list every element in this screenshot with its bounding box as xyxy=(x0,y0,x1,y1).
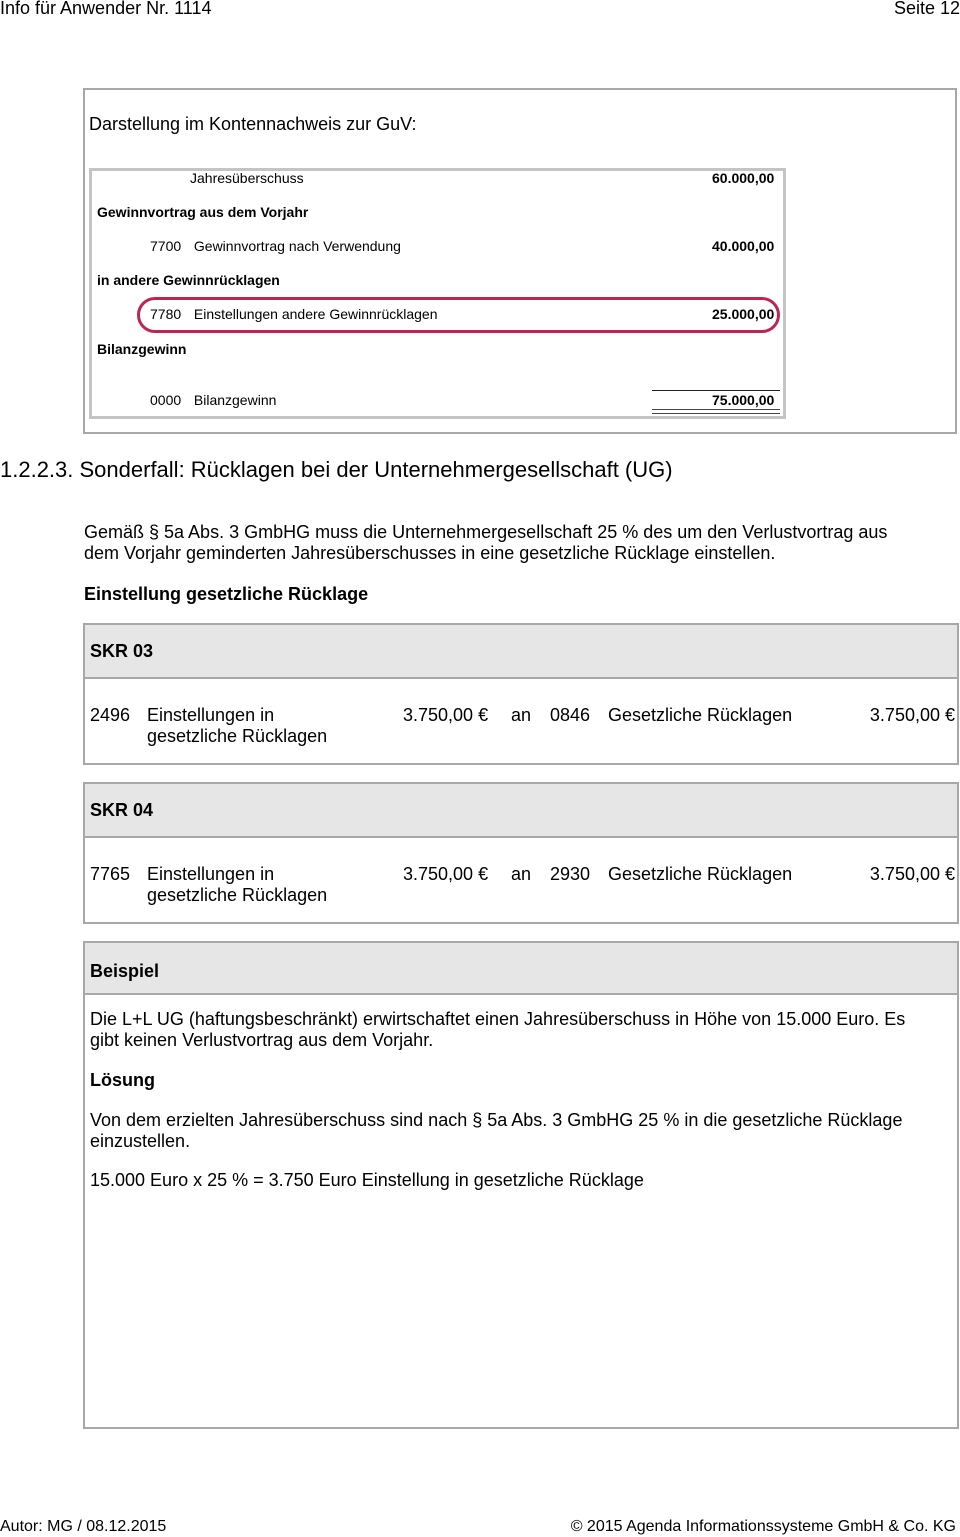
guv-heading-bilanzgewinn: Bilanzgewinn xyxy=(97,341,187,357)
skr-table-title: SKR 04 xyxy=(85,784,957,838)
example-text-line: Die L+L UG (haftungsbeschränkt) erwirtschaftet einen Jahresüberschuss in Höhe von 15.000 Euro. Es xyxy=(90,1009,906,1029)
example-box xyxy=(83,941,959,1429)
guv-row-label: Jahresüberschuss xyxy=(190,170,304,186)
credit-amount: 3.750,00 € xyxy=(869,864,955,884)
guv-account-number: 7700 xyxy=(150,238,182,254)
example-title: Beispiel xyxy=(85,943,957,995)
guv-row-label: Bilanzgewinn xyxy=(193,392,277,408)
debit-amount: 3.750,00 € xyxy=(403,705,489,725)
debit-label xyxy=(147,864,367,906)
paragraph-line: Gemäß § 5a Abs. 3 GmbHG muss die Unternehmergesellschaft 25 % des um den Verlustvortrag aus xyxy=(84,522,888,542)
debit-label-line: Einstellungen in xyxy=(147,864,275,884)
guv-row-amount: 75.000,00 xyxy=(712,392,775,408)
credit-account: 2930 xyxy=(550,864,591,884)
debit-account: 7765 xyxy=(90,864,131,884)
section-paragraph xyxy=(84,522,954,564)
guv-row-7780 xyxy=(150,306,438,322)
solution-text-line: Von dem erzielten Jahresüberschuss sind nach § 5a Abs. 3 GmbHG 25 % in die gesetzliche Rücklage xyxy=(90,1110,903,1130)
double-underline xyxy=(652,409,780,414)
example-text-line: gibt keinen Verlustvortrag aus dem Vorjahr. xyxy=(90,1030,434,1050)
skr-booking-row xyxy=(85,838,957,922)
connector: an xyxy=(511,705,532,725)
credit-label: Gesetzliche Rücklagen xyxy=(608,705,793,725)
guv-heading-gewinnruecklagen: in andere Gewinnrücklagen xyxy=(97,272,280,288)
connector: an xyxy=(511,864,532,884)
solution-title: Lösung xyxy=(90,1070,155,1090)
section-title: 1.2.2.3. Sonderfall: Rücklagen bei der Unternehmergesellschaft (UG) xyxy=(0,457,673,482)
skr-table-title: SKR 03 xyxy=(85,625,957,679)
skr-booking-row xyxy=(85,679,957,763)
footer-copyright: © 2015 Agenda Informationssysteme GmbH & Co. KG xyxy=(570,1518,956,1535)
guv-account-number: 7780 xyxy=(150,306,182,322)
skr03-table xyxy=(83,623,959,765)
example-text xyxy=(90,1009,952,1051)
debit-label-line: gesetzliche Rücklagen xyxy=(147,885,328,905)
guv-heading-gewinnvortrag: Gewinnvortrag aus dem Vorjahr xyxy=(97,204,309,220)
guv-row-amount: 25.000,00 xyxy=(712,306,775,322)
document-header-title: Info für Anwender Nr. 1114 xyxy=(0,0,212,18)
debit-label-line: gesetzliche Rücklagen xyxy=(147,726,328,746)
debit-label-line: Einstellungen in xyxy=(147,705,275,725)
subheading: Einstellung gesetzliche Rücklage xyxy=(84,584,369,604)
guv-row-jahresueberschuss xyxy=(190,170,304,186)
solution-text-line: einzustellen. xyxy=(90,1131,191,1151)
guv-row-amount: 40.000,00 xyxy=(712,238,775,254)
guv-row-label: Einstellungen andere Gewinnrücklagen xyxy=(193,306,438,322)
debit-label xyxy=(147,705,367,747)
page-number: Seite 12 xyxy=(893,0,960,18)
debit-account: 2496 xyxy=(90,705,131,725)
guv-account-number: 0000 xyxy=(150,392,182,408)
debit-amount: 3.750,00 € xyxy=(403,864,489,884)
credit-account: 0846 xyxy=(550,705,591,725)
guv-row-0000 xyxy=(150,392,276,408)
sum-line xyxy=(652,390,780,391)
calculation: 15.000 Euro x 25 % = 3.750 Euro Einstellung in gesetzliche Rücklage xyxy=(90,1170,644,1190)
skr04-table xyxy=(83,782,959,924)
solution-text xyxy=(90,1110,952,1152)
credit-label: Gesetzliche Rücklagen xyxy=(608,864,793,884)
footer-author: Autor: MG / 08.12.2015 xyxy=(0,1518,167,1535)
guv-row-amount: 60.000,00 xyxy=(712,170,775,186)
credit-amount: 3.750,00 € xyxy=(869,705,955,725)
guv-frame-title: Darstellung im Kontennachweis zur GuV: xyxy=(89,114,417,134)
guv-row-label: Gewinnvortrag nach Verwendung xyxy=(193,238,401,254)
paragraph-line: dem Vorjahr geminderten Jahresüberschusses in eine gesetzliche Rücklage einstellen. xyxy=(84,543,776,563)
guv-row-7700 xyxy=(150,238,401,254)
